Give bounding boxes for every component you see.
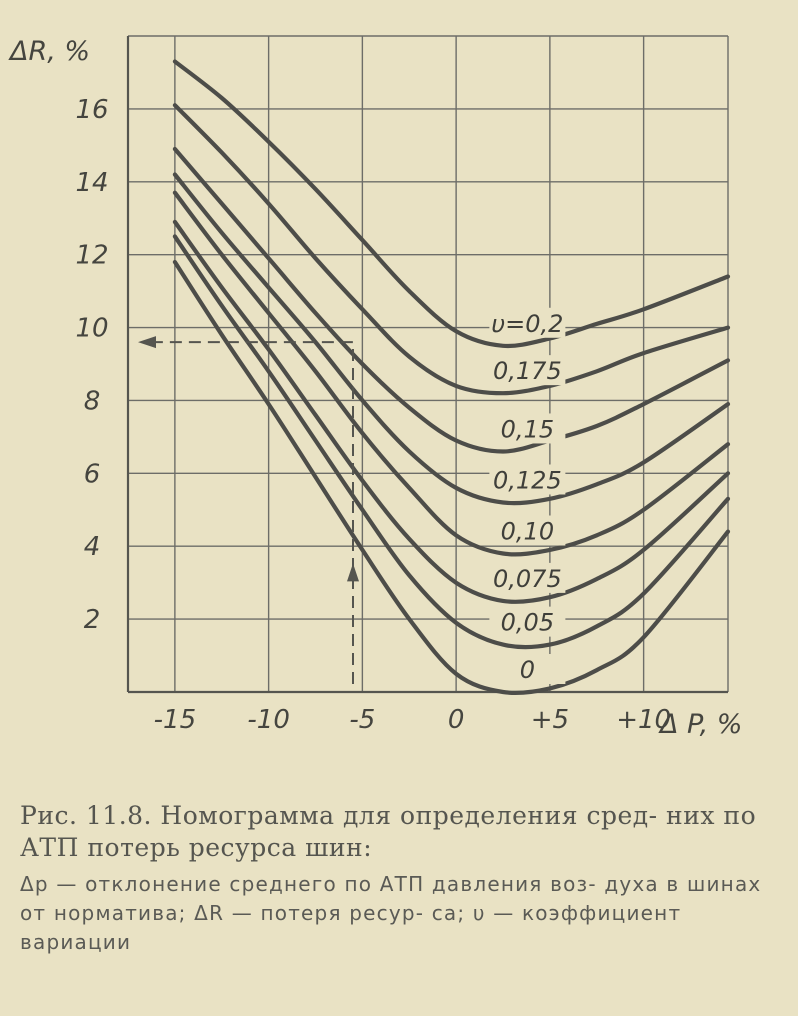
- y-tick-label-2: 2: [83, 605, 101, 636]
- x-axis-title: Δ P, %: [660, 709, 743, 740]
- curve-label-0: 0: [519, 656, 536, 684]
- x-tick-label--15: -15: [153, 705, 197, 735]
- y-tick-label-16: 16: [75, 94, 109, 125]
- curve-label-0,075: 0,075: [493, 564, 562, 593]
- y-tick-label-6: 6: [83, 459, 101, 490]
- grid: [128, 36, 728, 692]
- caption-title: Рис. 11.8. Номограмма для определения сред- них по АТП потерь ресурса шин:: [20, 801, 757, 862]
- curve-label-0,10: 0,10: [500, 517, 555, 546]
- guide-arrow-left: [138, 336, 156, 348]
- guide-dashed-line: [146, 342, 353, 684]
- x-tick-label--5: -5: [349, 705, 376, 735]
- curve-v-0,175: [175, 105, 728, 393]
- curves: [175, 62, 728, 693]
- curve-v-υ=0,2: [175, 62, 728, 346]
- guide-arrow-up: [347, 563, 359, 581]
- y-tick-label-14: 14: [75, 167, 109, 198]
- curve-label-0,125: 0,125: [493, 466, 562, 495]
- x-tick-label-0: 0: [447, 705, 465, 735]
- curve-label-0,05: 0,05: [500, 608, 555, 637]
- y-tick-label-8: 8: [83, 386, 101, 417]
- curve-v-0,125: [175, 175, 728, 504]
- y-tick-label-10: 10: [75, 313, 109, 344]
- curve-label-υ=0,2: υ=0,2: [491, 309, 564, 338]
- curve-label-0,175: 0,175: [493, 357, 562, 386]
- curve-v-0,075: [175, 222, 728, 602]
- y-tick-label-4: 4: [83, 532, 101, 563]
- x-tick-label-+5: +5: [530, 705, 570, 735]
- figure-caption: [20, 800, 780, 957]
- y-tick-label-12: 12: [75, 240, 109, 271]
- y-axis-title: ΔR, %: [10, 36, 91, 67]
- caption-legend: Δp — отклонение среднего по АТП давления воз- духа в шинах от норматива; ΔR — потеря ресур- са; υ — коэффициент вариации: [20, 872, 762, 954]
- curve-label-0,15: 0,15: [500, 415, 555, 444]
- x-tick-label--10: -10: [247, 705, 290, 735]
- x-tick-label-+10: +10: [616, 705, 672, 735]
